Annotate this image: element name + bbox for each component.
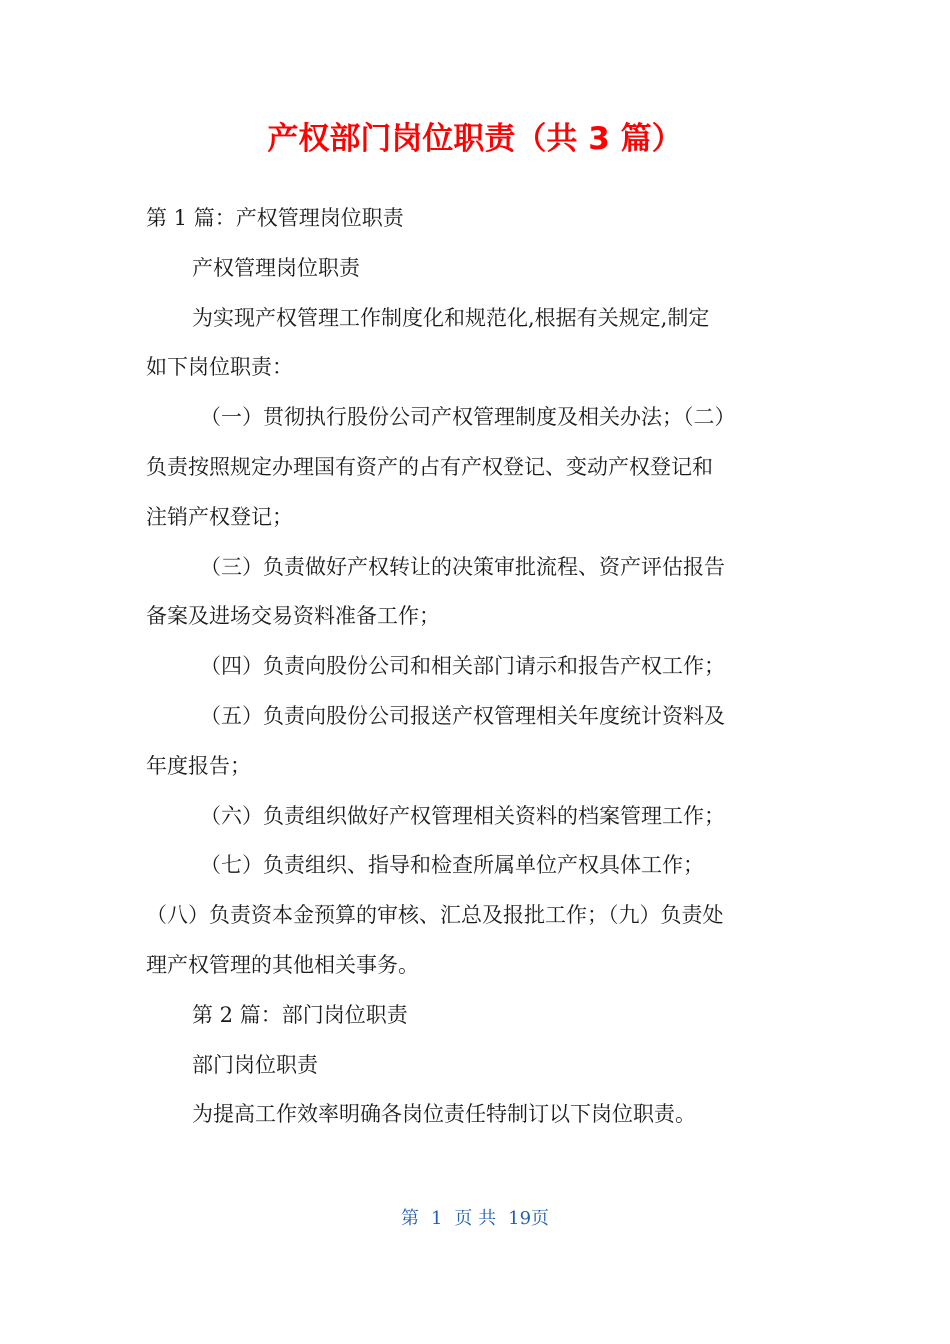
paragraph-line: 理产权管理的其他相关事务。	[146, 952, 419, 977]
paragraph-line: （七）负责组织、指导和检查所属单位产权具体工作；	[200, 853, 704, 878]
paragraph-line: 年度报告；	[146, 753, 251, 778]
paragraph-line: （四）负责向股份公司和相关部门请示和报告产权工作；	[200, 654, 725, 679]
paragraph-line: （六）负责组织做好产权管理相关资料的档案管理工作；	[200, 803, 725, 828]
paragraph-line: （八）负责资本金预算的审核、汇总及报批工作；（九）负责处	[146, 903, 724, 928]
sub-heading: 部门岗位职责	[192, 1052, 318, 1077]
paragraph-line: 如下岗位职责：	[146, 355, 293, 380]
paragraph-line: 备案及进场交易资料准备工作；	[146, 604, 440, 629]
section-heading: 第 1 篇：产权管理岗位职责	[146, 206, 404, 230]
footer-prefix: 第	[400, 1208, 419, 1229]
paragraph-line: 为提高工作效率明确各岗位责任特制订以下岗位职责。	[192, 1102, 696, 1127]
sub-heading: 产权管理岗位职责	[192, 255, 360, 280]
page-footer	[0, 1204, 950, 1234]
paragraph-line: （一）贯彻执行股份公司产权管理制度及相关办法；（二）	[200, 405, 736, 430]
footer-current-page: 1	[430, 1208, 443, 1229]
footer-total-pages: 19页	[508, 1208, 550, 1229]
paragraph-line: 注销产权登记；	[146, 504, 293, 529]
paragraph-line: （三）负责做好产权转让的决策审批流程、资产评估报告	[200, 554, 725, 579]
footer-middle: 页 共	[454, 1208, 497, 1229]
paragraph-line: 为实现产权管理工作制度化和规范化,根据有关规定,制定	[192, 305, 710, 330]
document-body	[146, 194, 806, 1140]
section-heading: 第 2 篇：部门岗位职责	[192, 1002, 408, 1027]
paragraph-line: （五）负责向股份公司报送产权管理相关年度统计资料及	[200, 703, 725, 728]
document-title: 产权部门岗位职责（共 3 篇）	[267, 121, 683, 157]
paragraph-line: 负责按照规定办理国有资产的占有产权登记、变动产权登记和	[146, 454, 713, 479]
